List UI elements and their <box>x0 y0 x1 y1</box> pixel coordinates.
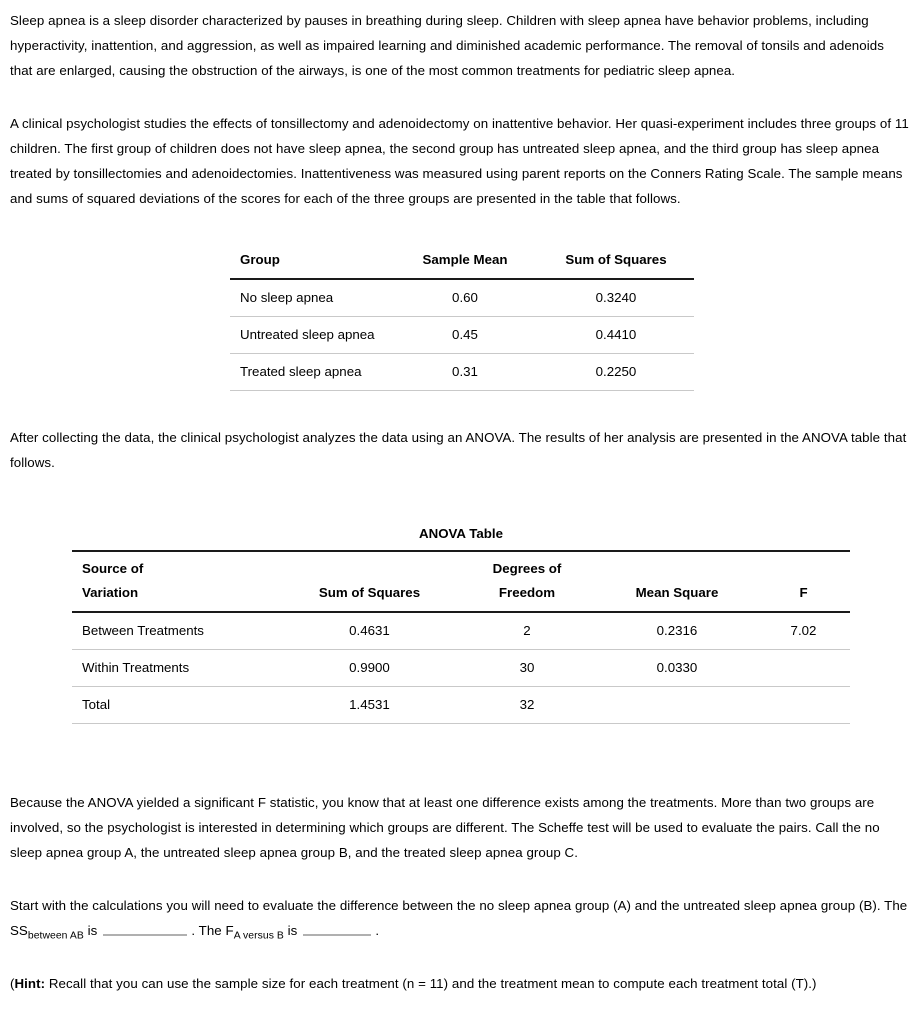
anova-header-ms-line1 <box>597 552 757 581</box>
question-mid-2: . The F <box>191 923 234 938</box>
table-row <box>72 650 850 687</box>
spacer <box>10 770 909 790</box>
anova-header-f-line2: F <box>799 585 808 600</box>
anova-table-container <box>10 521 909 724</box>
anova-header-df-line1: Degrees of <box>492 561 562 576</box>
group-cell-name: Untreated sleep apnea <box>230 317 392 354</box>
anova-header-sum-of-squares <box>282 551 457 612</box>
anova-cell-ss: 1.4531 <box>282 687 457 724</box>
anova-header-f-line1 <box>757 552 850 581</box>
anova-cell-df: 2 <box>457 612 597 650</box>
spacer <box>10 724 909 770</box>
anova-header-ss-line1 <box>282 552 457 581</box>
group-cell-sum-of-squares: 0.2250 <box>538 354 694 391</box>
group-table-body <box>230 279 694 391</box>
group-table-header-row <box>230 245 694 279</box>
anova-table-body <box>72 612 850 724</box>
spacer <box>10 83 909 111</box>
anova-cell-ms: 0.2316 <box>597 612 757 650</box>
group-table-header-group: Group <box>230 245 392 279</box>
question-end-period: . <box>375 923 380 938</box>
anova-cell-ss: 0.9900 <box>282 650 457 687</box>
anova-intro-paragraph: After collecting the data, the clinical psychologist analyzes the data using an ANOVA. The results of her analysis are presented in the ANOVA table that follows. <box>10 430 907 470</box>
table-row <box>72 687 850 724</box>
group-cell-sample-mean: 0.45 <box>392 317 538 354</box>
anova-header-source-line2: Variation <box>82 585 139 600</box>
anova-cell-source: Total <box>72 687 282 724</box>
group-cell-sum-of-squares: 0.3240 <box>538 279 694 317</box>
group-table-container <box>10 245 909 391</box>
anova-cell-ss: 0.4631 <box>282 612 457 650</box>
group-cell-name: No sleep apnea <box>230 279 392 317</box>
intro-paragraph-2: A clinical psychologist studies the effects of tonsillectomy and adenoidectomy on inattentive behavior. Her quasi-experiment includes three groups of 11 children. The first group of children does not have sleep apnea, the second group has untreated sleep apnea, and the third group has sleep apnea treated by tonsillectomies and adenoidectomies. Inattentiveness was measured using parent reports on the Conners Rating Scale. The sample means and sums of squared deviations of the scores for each of the three groups are presented in the table that follows. <box>10 116 909 206</box>
group-cell-name: Treated sleep apnea <box>230 354 392 391</box>
question-mid-3: is <box>283 923 298 938</box>
anova-table <box>72 550 850 724</box>
ss-answer-blank[interactable] <box>103 921 187 936</box>
spacer <box>10 865 909 893</box>
f-subscript: A versus B <box>233 930 284 942</box>
anova-cell-source: Between Treatments <box>72 612 282 650</box>
table-row <box>230 354 694 391</box>
anova-header-df-line2: Freedom <box>498 585 556 600</box>
hint-text: Recall that you can use the sample size for each treatment (n = 11) and the treatment mean to compute each treatment total (T).) <box>45 976 817 991</box>
hint-paragraph <box>10 971 909 996</box>
anova-cell-df: 32 <box>457 687 597 724</box>
anova-cell-f <box>757 650 850 687</box>
group-table-header-sample-mean: Sample Mean <box>392 245 538 279</box>
anova-cell-f <box>757 687 850 724</box>
question-lead-text: Start with the calculations you will need to evaluate the difference between the no sleep apnea group (A) and the untreated sleep apnea group (B). The SS <box>10 898 908 938</box>
intro-paragraph-1: Sleep apnea is a sleep disorder characterized by pauses in breathing during sleep. Children with sleep apnea have behavior problems, including hyperactivity, inattention, and aggression, as well as impaired learning and diminished academic performance. The removal of tonsils and adenoids that are enlarged, causing the obstruction of the airways, is one of the most common treatments for pediatric sleep apnea. <box>10 13 884 78</box>
group-table-head <box>230 245 694 279</box>
question-paragraph <box>10 893 909 943</box>
group-table-header-sum-of-squares: Sum of Squares <box>538 245 694 279</box>
group-cell-sample-mean: 0.31 <box>392 354 538 391</box>
anova-header-source <box>72 551 282 612</box>
anova-header-f <box>757 551 850 612</box>
spacer <box>10 211 909 245</box>
scheffe-paragraph: Because the ANOVA yielded a significant F statistic, you know that at least one difference exists among the treatments. More than two groups are involved, so the psychologist is interested in determining which groups are different. The Scheffe test will be used to evaluate the pairs. Call the no sleep apnea group A, the untreated sleep apnea group B, and the treated sleep apnea group C. <box>10 795 880 860</box>
table-row <box>72 612 850 650</box>
hint-label: Hint: <box>14 976 46 991</box>
anova-cell-f: 7.02 <box>757 612 850 650</box>
spacer <box>10 475 909 521</box>
anova-table-title: ANOVA Table <box>419 526 503 541</box>
anova-table-header-row <box>72 551 850 612</box>
anova-table-head <box>72 551 850 612</box>
question-mid-1: is <box>83 923 98 938</box>
hint-open-paren: ( <box>10 976 15 991</box>
group-cell-sample-mean: 0.60 <box>392 279 538 317</box>
group-cell-sum-of-squares: 0.4410 <box>538 317 694 354</box>
table-row <box>230 317 694 354</box>
spacer <box>10 391 909 425</box>
anova-header-source-line1: Source of <box>82 561 144 576</box>
f-answer-blank[interactable] <box>303 921 371 936</box>
anova-cell-ms: 0.0330 <box>597 650 757 687</box>
anova-header-ms-line2: Mean Square <box>635 585 719 600</box>
anova-cell-source: Within Treatments <box>72 650 282 687</box>
anova-header-degrees-of-freedom <box>457 551 597 612</box>
anova-header-mean-square <box>597 551 757 612</box>
anova-cell-df: 30 <box>457 650 597 687</box>
spacer <box>10 943 909 971</box>
table-row <box>230 279 694 317</box>
ss-subscript: between AB <box>27 930 84 942</box>
anova-cell-ms <box>597 687 757 724</box>
anova-header-ss-line2: Sum of Squares <box>318 585 421 600</box>
group-summary-table <box>230 245 694 391</box>
